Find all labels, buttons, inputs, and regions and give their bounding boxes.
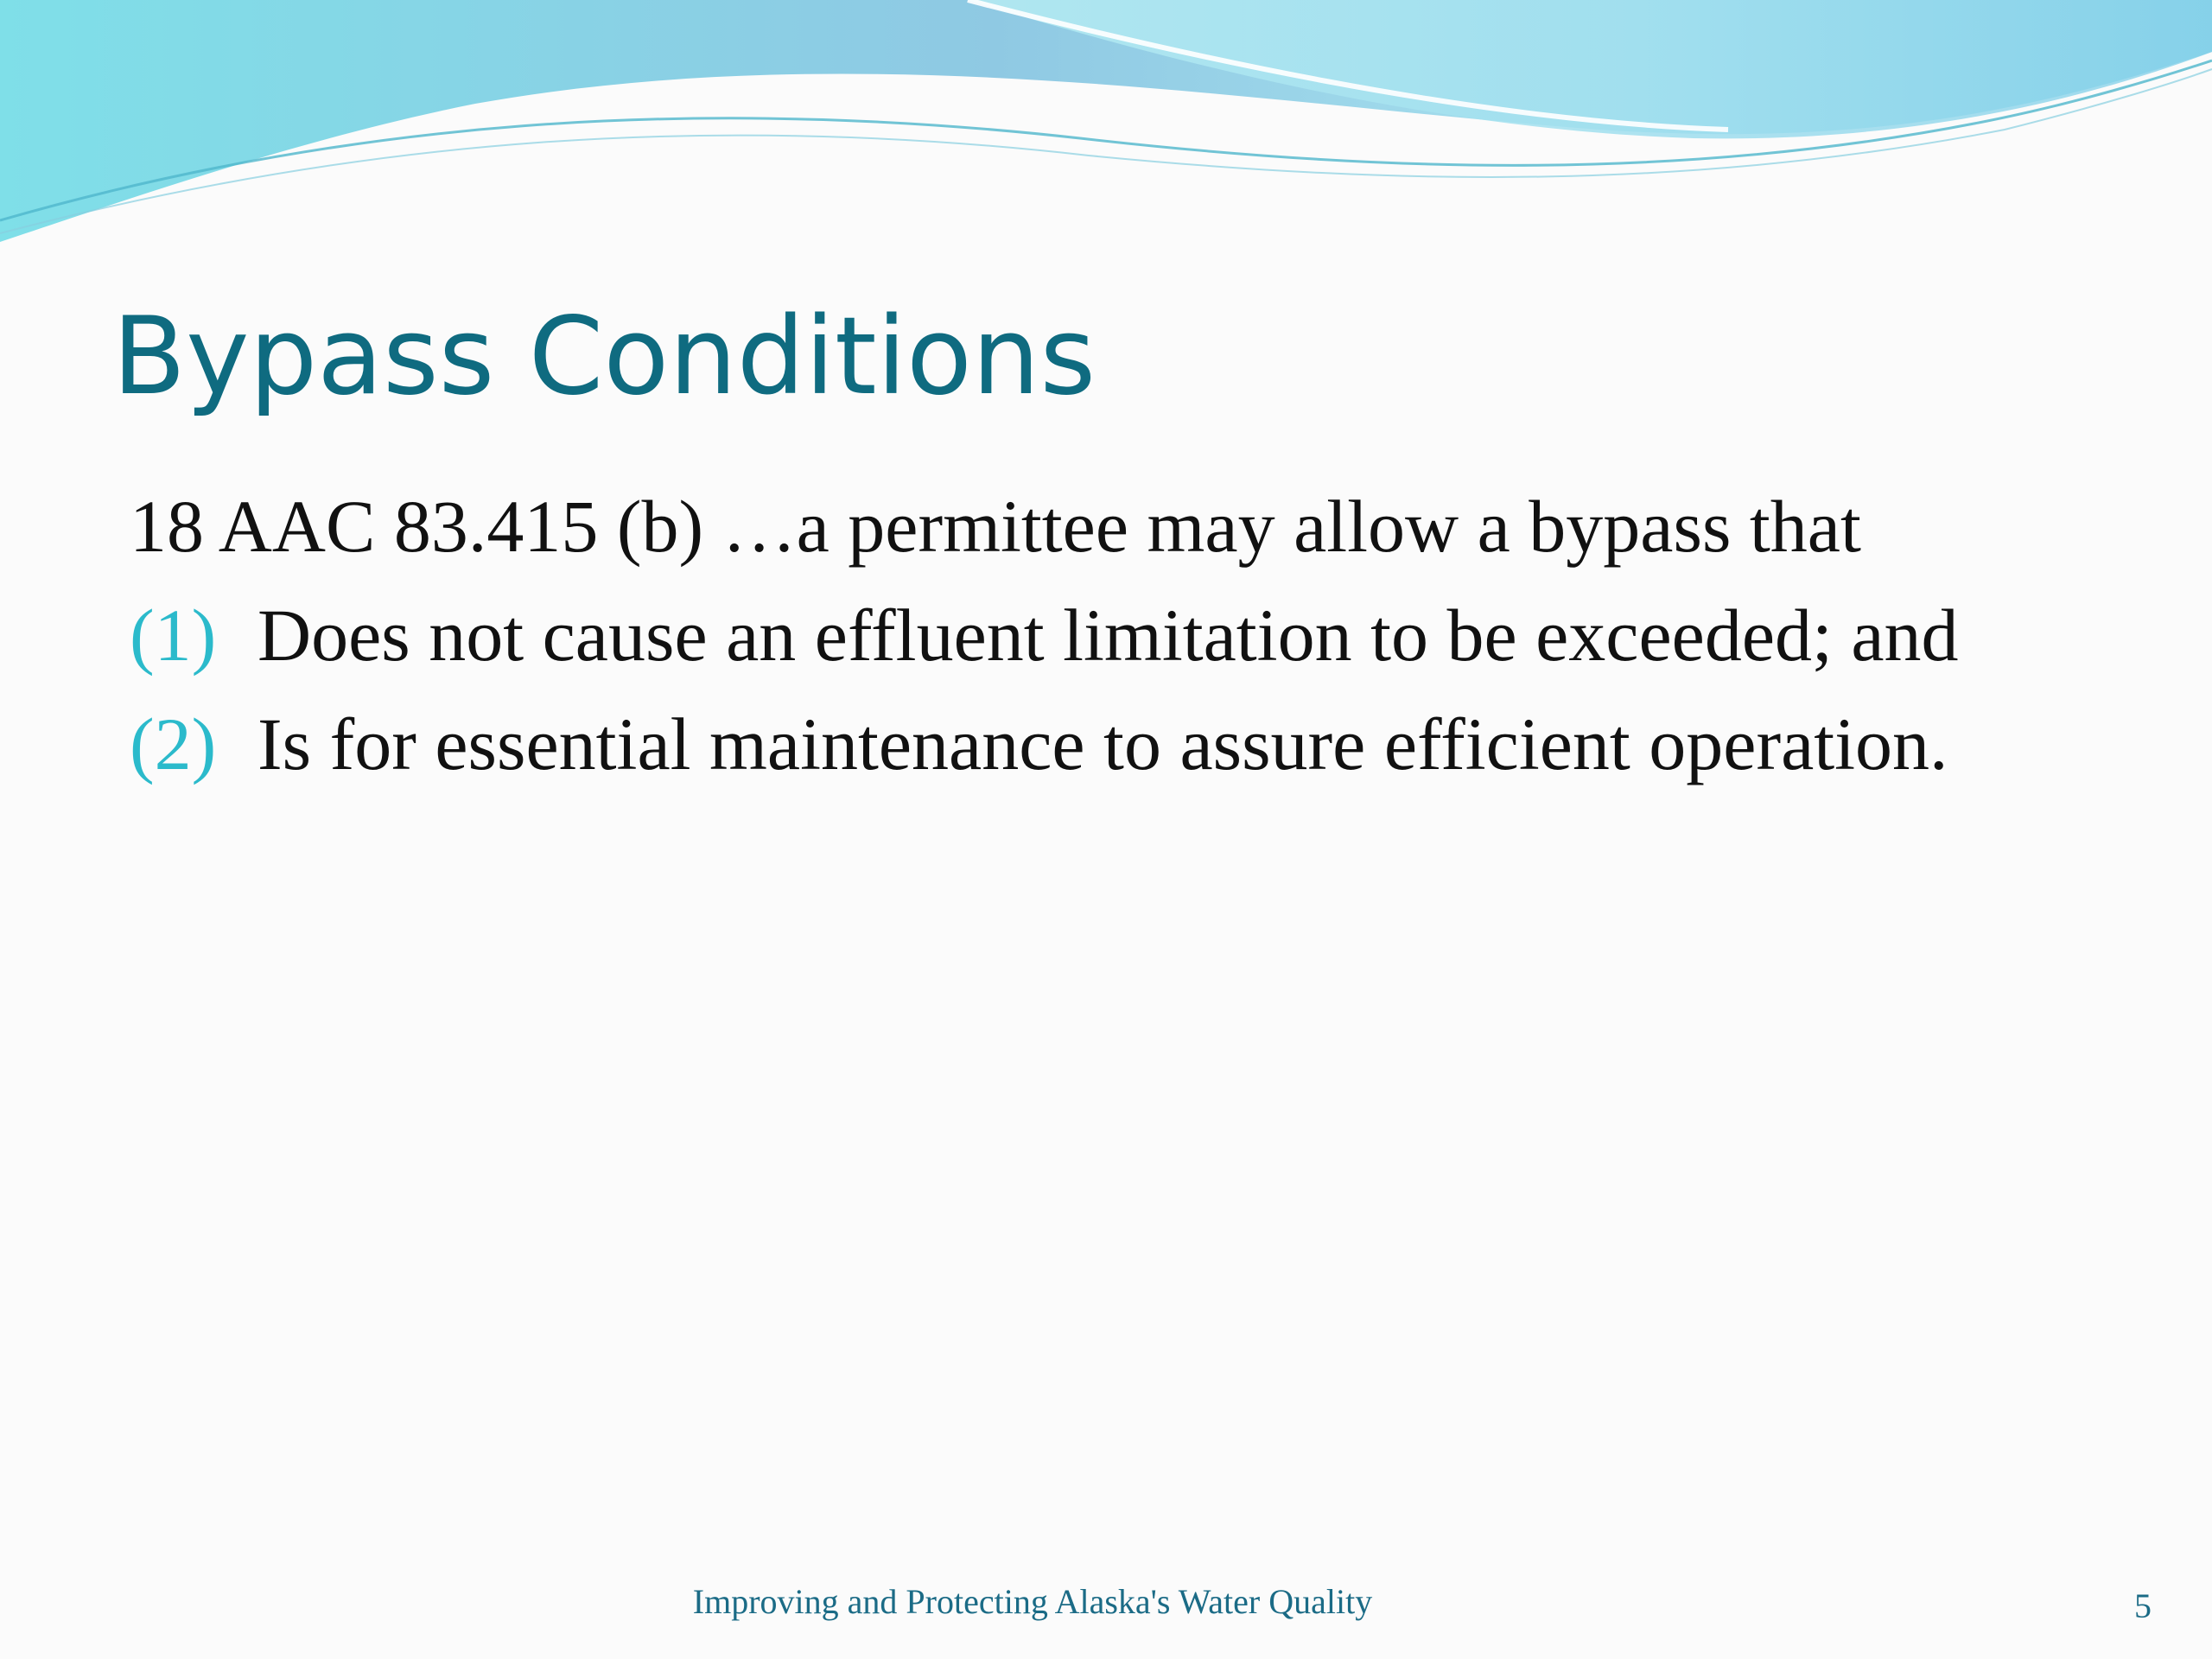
slide-title: Bypass Conditions (112, 295, 1096, 419)
list-item (130, 697, 2074, 791)
list-item-text: Is for essential maintenance to assure efficient operation. (257, 702, 1948, 785)
list-item (130, 588, 2074, 682)
slide-body (130, 480, 2074, 806)
list-item-text: Does not cause an effluent limitation to be exceeded; and (257, 594, 1959, 677)
list-item-number: (2) (130, 702, 217, 785)
page-number: 5 (2134, 1586, 2152, 1625)
intro-text: 18 AAC 83.415 (b) …a permittee may allow a bypass that (130, 485, 1861, 568)
slide-footer: Improving and Protecting Alaska's Water Quality (692, 1582, 1373, 1621)
list-item-number: (1) (130, 594, 217, 677)
wave-header-decoration (0, 0, 2212, 259)
